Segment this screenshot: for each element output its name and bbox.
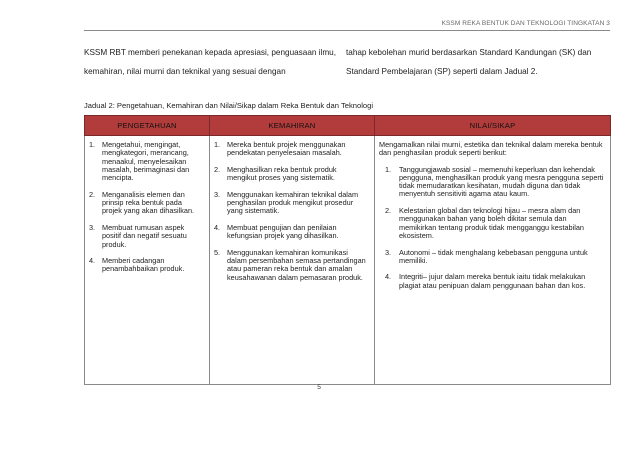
header-divider [84,30,610,31]
intro-column-right: tahap kebolehan murid berdasarkan Standard Kandungan (SK) dan Standard Pembelajaran (SP) seperti dalam Jadual 2. [346,48,592,76]
list-item: 4. Membuat pengujian dan penilaian kefungsian projek yang dihasilkan. [214,222,339,241]
list-item: 3. Autonomi – tidak menghalang kebebasan pengguna untuk memiliki. [385,247,588,265]
table-caption: Jadual 2: Pengetahuan, Kemahiran dan Nilai/Sikap dalam Reka Bentuk dan Teknologi [84,101,374,110]
pengetahuan-list [89,141,203,274]
knowledge-skills-values-table [84,115,611,385]
list-item: 1. Mereka bentuk projek menggunakan pendekatan penyelesaian masalah. [214,140,346,158]
list-item: 1. Mengetahui, mengingat, mengkategori, merancang, menaakul, menyelesaikan masalah, berimaginasi dan mencipta. [89,140,190,183]
nilai-intro-text: Mengamalkan nilai murni, estetika dan teknikal dalam mereka bentuk dan penghasilan produk seperti berikut: [379,140,603,158]
header-kemahiran: KEMAHIRAN [210,116,375,136]
list-item: 4. Memberi cadangan penambahbaikan produk. [89,256,185,274]
cell-pengetahuan [85,136,210,385]
list-item: 2. Menganalisis elemen dan prinsip reka bentuk pada projek yang akan dihasilkan. [89,189,195,216]
cell-kemahiran [210,136,375,385]
list-item: 4. Integriti– jujur dalam mereka bentuk iaitu tidak melakukan plagiat atau penipuan dalam penggunaan bahan dan kos. [385,272,586,290]
running-header: KSSM REKA BENTUK DAN TEKNOLOGI TINGKATAN 3 [441,20,610,27]
list-item: 3. Membuat rumusan aspek positif dan negatif sesuatu produk. [89,222,187,249]
list-item: 1. Tanggungjawab sosial – memenuhi keperluan dan kehendak pengguna, menghasilkan produk yang mesra pengguna seperti tidak memudaratkan kesihatan, mudah diguna dan tidak menyentuh sensitiviti agama atau kaum. [385,164,604,199]
page-number: 5 [317,384,321,391]
kemahiran-list [214,141,368,282]
cell-nilai-sikap [375,136,611,385]
header-nilai-sikap: NILAI/SIKAP [375,116,611,136]
nilai-list [379,166,604,290]
table-row [85,136,611,385]
header-pengetahuan: PENGETAHUAN [85,116,210,136]
list-item: 5. Menggunakan kemahiran komunikasi dalam persembahan semasa pertandingan atau pameran reka bentuk dan amalan keusahawanan dalam pemasaran produk. [214,247,366,282]
list-item: 2. Menghasilkan reka bentuk produk mengikut proses yang sistematik. [214,164,337,183]
intro-column-left: KSSM RBT memberi penekanan kepada apresiasi, penguasaan ilmu, kemahiran, nilai murni dan teknikal yang sesuai dengan [84,48,336,76]
table-header-row [85,116,611,136]
list-item: 3. Menggunakan kemahiran teknikal dalam penghasilan produk mengikut prosedur yang sistematik. [214,189,359,216]
list-item: 2. Kelestarian global dan teknologi hijau – mesra alam dan menggunakan bahan yang boleh dikitar semula dan memikirkan tentang produk tidak mengganggu kestabilan ekosistem. [385,206,584,240]
